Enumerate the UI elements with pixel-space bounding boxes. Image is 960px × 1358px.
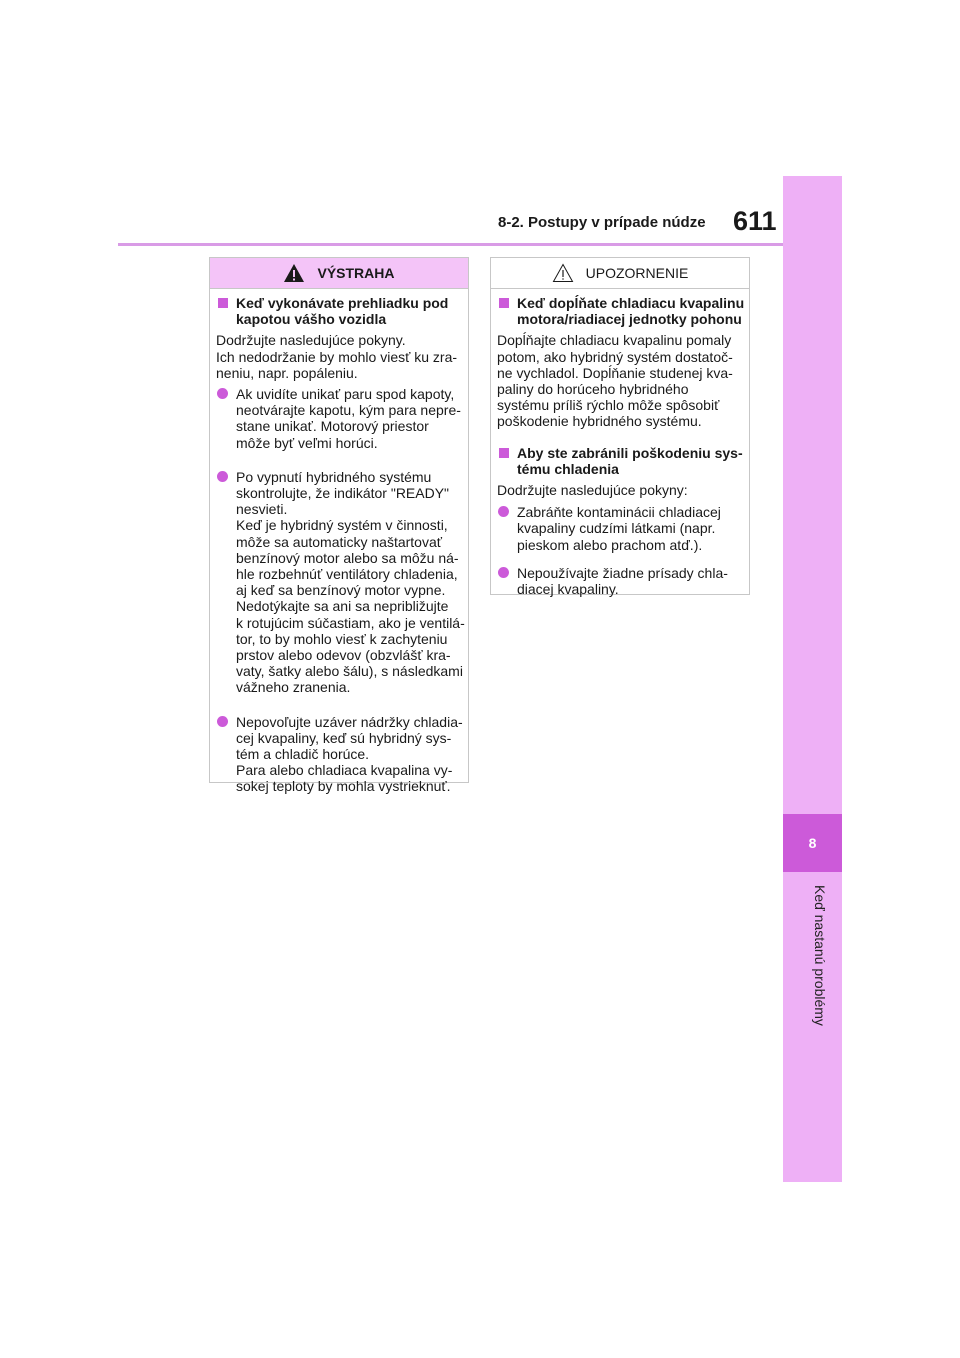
text-line: Para alebo chladiaca kvapalina vy-: [236, 762, 453, 779]
text-line: k rotujúcim súčastiam, ako je ventilá-: [236, 614, 465, 631]
page-number: 611: [733, 206, 777, 236]
text-line: Nepoužívajte žiadne prísady chla-: [517, 564, 728, 581]
square-bullet-icon: [499, 448, 509, 458]
text-line: sokej teploty by mohla vystrieknuť.: [236, 778, 451, 795]
chapter-number: 8: [808, 835, 817, 851]
text-line: vážneho zranenia.: [236, 679, 351, 696]
warning-triangle-filled-icon: [283, 263, 305, 283]
warning-section-title: [216, 295, 462, 327]
caution-bullet: [497, 565, 743, 597]
warning-bullet: [216, 468, 465, 696]
circle-bullet-icon: [217, 471, 228, 482]
warning-bullet: [216, 714, 462, 795]
text-line: nesvieti.: [236, 501, 288, 518]
text-line: Dopĺňajte chladiacu kvapalinu pomaly: [497, 332, 732, 349]
text-line: diacej kvapaliny.: [517, 581, 619, 598]
caution-title: UPOZORNENIE: [585, 265, 689, 281]
text-line: Zabráňte kontaminácii chladiacej: [517, 504, 721, 521]
text-line: tor, to by mohlo viesť k zachyteniu: [236, 630, 448, 647]
warning-header: [210, 258, 468, 289]
text-line: ne vychladol. Dopĺňanie studenej kva-: [497, 364, 733, 381]
circle-bullet-icon: [498, 506, 509, 517]
caution-paragraph: [497, 482, 743, 498]
square-bullet-icon: [499, 298, 509, 308]
text-line: tém a chladič horúce.: [236, 746, 370, 763]
text-line: kapotou vášho vozidla: [236, 311, 387, 328]
text-line: poškodenie hybridného systému.: [497, 413, 702, 430]
warning-bullet: [216, 386, 462, 451]
warning-box: [209, 257, 469, 795]
caution-section-title: [497, 445, 743, 477]
text-line: neotvárajte kapotu, kým para nepre-: [236, 402, 461, 419]
circle-bullet-icon: [498, 567, 509, 578]
circle-bullet-icon: [217, 716, 228, 727]
text-line: benzínový motor alebo sa môžu ná-: [236, 549, 459, 566]
text-line: Keď je hybridný systém v činnosti,: [236, 517, 448, 534]
caution-bullet: [497, 504, 743, 553]
caution-paragraph: [497, 332, 743, 429]
text-line: skontrolujte, že indikátor "READY": [236, 485, 450, 502]
caution-body: [491, 289, 749, 597]
text-line: tému chladenia: [517, 460, 619, 477]
text-line: hle rozbehnúť ventilátory chladenia,: [236, 566, 458, 583]
text-line: Ich nedodržanie by mohlo viesť ku zra-: [216, 348, 458, 365]
warning-intro: [216, 332, 462, 381]
caution-header: [491, 258, 749, 289]
text-line: cej kvapaliny, keď sú hybridný sys-: [236, 729, 452, 746]
text-line: Nepovoľujte uzáver nádržky chladia-: [236, 713, 463, 730]
text-line: Keď dopĺňate chladiacu kvapalinu: [517, 295, 745, 311]
text-line: vaty, šatky alebo šálu), s následkami: [236, 663, 463, 680]
text-line: neniu, napr. popáleniu.: [216, 364, 358, 381]
warning-title: VÝSTRAHA: [317, 265, 395, 281]
side-tab: [783, 176, 842, 1182]
circle-bullet-icon: [217, 388, 228, 399]
text-line: kvapaliny cudzími látkami (napr.: [517, 520, 716, 537]
caution-triangle-outline-icon: [552, 263, 574, 283]
text-line: motora/riadiacej jednotky pohonu: [517, 311, 742, 328]
chapter-label: Keď nastanú problémy: [812, 885, 828, 1026]
text-line: pieskom alebo prachom atď.).: [517, 536, 703, 553]
text-line: Nedotýkajte sa ani sa nepribližujte: [236, 598, 449, 615]
section-title: 8-2. Postupy v prípade núdze: [498, 214, 706, 231]
warning-body: [210, 289, 468, 795]
caution-box: [490, 257, 750, 598]
text-line: stane unikať. Motorový priestor: [236, 418, 429, 435]
header-rule: [118, 243, 783, 246]
square-bullet-icon: [218, 298, 228, 308]
text-line: aj keď sa benzínový motor vypne.: [236, 582, 446, 599]
text-line: Aby ste zabránili poškodeniu sys-: [517, 444, 743, 461]
caution-section-title: [497, 295, 743, 327]
text-line: potom, ako hybridný systém dostatoč-: [497, 348, 733, 365]
text-line: môže sa automaticky naštartovať: [236, 533, 443, 550]
text-line: môže byť veľmi horúci.: [236, 434, 378, 451]
text-line: Po vypnutí hybridného systému: [236, 468, 432, 485]
chapter-number-tab[interactable]: [783, 814, 842, 872]
text-line: Keď vykonávate prehliadku pod: [236, 295, 449, 311]
text-line: prstov alebo odevov (obzvlášť kra-: [236, 647, 451, 664]
text-line: paliny do horúceho hybridného: [497, 381, 689, 398]
text-line: Dodržujte nasledujúce pokyny.: [216, 332, 406, 349]
text-line: systému príliš rýchlo môže spôsobiť: [497, 397, 720, 414]
text-line: Ak uvidíte unikať paru spod kapoty,: [236, 386, 455, 403]
text-line: Dodržujte nasledujúce pokyny:: [497, 482, 688, 499]
